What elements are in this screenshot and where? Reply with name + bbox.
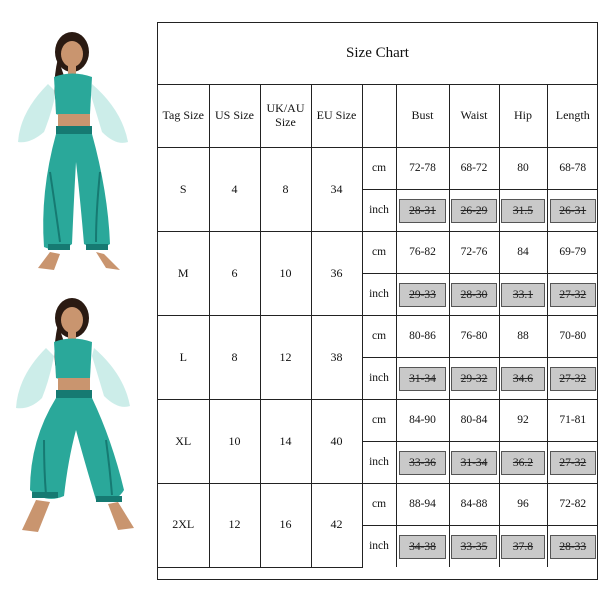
waist-cell: 72-76 [449, 232, 499, 274]
table-row [158, 400, 598, 442]
size-chart [157, 22, 598, 580]
us-size-cell: 10 [209, 400, 260, 484]
tag-size-cell: L [158, 316, 209, 400]
waist-cell: 84-88 [449, 484, 499, 526]
us-size-cell: 6 [209, 232, 260, 316]
uk-size-cell: 10 [260, 232, 311, 316]
unit-cell: inch [362, 358, 396, 400]
tag-size-cell: M [158, 232, 209, 316]
unit-cell: inch [362, 442, 396, 484]
length-cell: 69-79 [547, 232, 598, 274]
waist-inch-cell: 31-34 [451, 451, 496, 475]
table-row [158, 232, 598, 274]
header-length: Length [547, 85, 598, 148]
unit-cell: cm [362, 232, 396, 274]
uk-size-cell: 12 [260, 316, 311, 400]
hip-cell: 88 [499, 316, 547, 358]
header-hip: Hip [499, 85, 547, 148]
bust-cell: 72-78 [396, 148, 449, 190]
unit-cell: cm [362, 316, 396, 358]
hip-cell: 96 [499, 484, 547, 526]
header-uk-au-size: UK/AU Size [260, 85, 311, 148]
unit-cell: cm [362, 400, 396, 442]
waist-inch-cell: 29-32 [451, 367, 496, 391]
eu-size-cell: 38 [311, 316, 362, 400]
waist-inch-cell: 33-35 [451, 535, 496, 559]
length-cell: 70-80 [547, 316, 598, 358]
hip-inch-cell: 34.6 [501, 367, 544, 391]
hip-inch-cell: 31.5 [501, 199, 544, 223]
unit-cell: cm [362, 148, 396, 190]
unit-cell: inch [362, 190, 396, 232]
unit-cell: cm [362, 484, 396, 526]
table-row [158, 316, 598, 358]
length-inch-cell: 27-32 [550, 283, 596, 307]
bust-cell: 80-86 [396, 316, 449, 358]
bust-cell: 84-90 [396, 400, 449, 442]
unit-cell: inch [362, 274, 396, 316]
bust-cell: 76-82 [396, 232, 449, 274]
us-size-cell: 12 [209, 484, 260, 568]
hip-inch-cell: 33.1 [501, 283, 544, 307]
header-tag-size: Tag Size [158, 85, 209, 148]
tag-size-cell: XL [158, 400, 209, 484]
eu-size-cell: 34 [311, 148, 362, 232]
waist-cell: 80-84 [449, 400, 499, 442]
uk-size-cell: 8 [260, 148, 311, 232]
tag-size-cell: 2XL [158, 484, 209, 568]
eu-size-cell: 36 [311, 232, 362, 316]
hip-inch-cell: 36.2 [501, 451, 544, 475]
bust-inch-cell: 31-34 [399, 367, 447, 391]
costume-figures [0, 22, 158, 580]
costume-figure-icons [0, 22, 158, 580]
eu-size-cell: 40 [311, 400, 362, 484]
header-unit [362, 85, 396, 148]
length-cell: 71-81 [547, 400, 598, 442]
length-cell: 68-78 [547, 148, 598, 190]
chart-title: Size Chart [158, 23, 597, 85]
bust-cell: 88-94 [396, 484, 449, 526]
bust-inch-cell: 28-31 [399, 199, 447, 223]
tag-size-cell: S [158, 148, 209, 232]
length-inch-cell: 26-31 [550, 199, 596, 223]
bust-inch-cell: 34-38 [399, 535, 447, 559]
length-inch-cell: 27-32 [550, 367, 596, 391]
costume-figure-seated-icon [16, 298, 134, 532]
waist-inch-cell: 26-29 [451, 199, 496, 223]
header-row [158, 85, 598, 148]
header-us-size: US Size [209, 85, 260, 148]
header-bust: Bust [396, 85, 449, 148]
hip-cell: 84 [499, 232, 547, 274]
uk-size-cell: 16 [260, 484, 311, 568]
size-table [158, 85, 598, 568]
table-row [158, 484, 598, 526]
length-cell: 72-82 [547, 484, 598, 526]
hip-cell: 80 [499, 148, 547, 190]
waist-cell: 68-72 [449, 148, 499, 190]
table-row [158, 148, 598, 190]
bust-inch-cell: 33-36 [399, 451, 447, 475]
uk-size-cell: 14 [260, 400, 311, 484]
eu-size-cell: 42 [311, 484, 362, 568]
us-size-cell: 4 [209, 148, 260, 232]
us-size-cell: 8 [209, 316, 260, 400]
hip-inch-cell: 37.8 [501, 535, 544, 559]
unit-cell: inch [362, 526, 396, 568]
hip-cell: 92 [499, 400, 547, 442]
header-eu-size: EU Size [311, 85, 362, 148]
waist-inch-cell: 28-30 [451, 283, 496, 307]
costume-figure-standing-icon [18, 32, 128, 270]
length-inch-cell: 27-32 [550, 451, 596, 475]
length-inch-cell: 28-33 [550, 535, 596, 559]
bust-inch-cell: 29-33 [399, 283, 447, 307]
header-waist: Waist [449, 85, 499, 148]
waist-cell: 76-80 [449, 316, 499, 358]
